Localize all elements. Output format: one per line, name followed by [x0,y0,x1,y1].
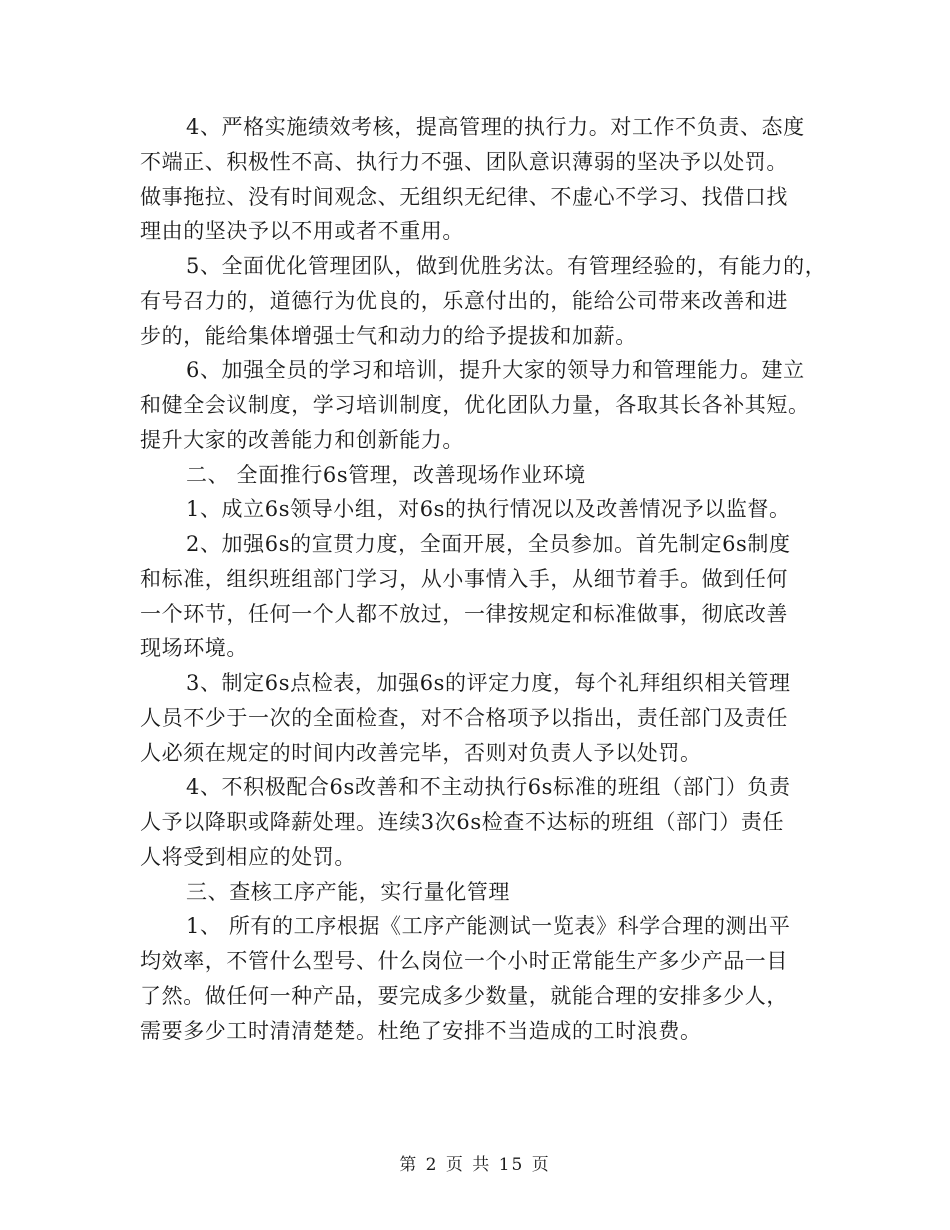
text-line: 4、不积极配合6s改善和不主动执行6s标准的班组（部门）负责 [186,775,791,800]
text-line: 步的，能给集体增强士气和动力的给予提拔和加薪。 [140,323,637,348]
text-line: 1、 所有的工序根据《工序产能测试一览表》科学合理的测出平 [186,914,791,939]
text-line: 三、查核工序产能，实行量化管理 [186,879,510,904]
text-line: 人将受到相应的处罚。 [140,844,356,869]
text-line: 3、制定6s点检表，加强6s的评定力度，每个礼拜组织相关管理 [186,671,791,695]
text-line: 理由的坚决予以不用或者不重用。 [140,219,464,244]
document-body [140,110,830,1048]
text-line: 现场环境。 [140,636,248,661]
text-line: 人必须在规定的时间内改善完毕，否则对负责人予以处罚。 [140,740,702,765]
text-line: 不端正、积极性不高、执行力不强、团队意识薄弱的坚决予以处罚。 [140,149,788,174]
text-line: 了然。做任何一种产品，要完成多少数量，就能合理的安排多少人， [140,983,788,1008]
text-line: 6、加强全员的学习和培训，提升大家的领导力和管理能力。建立 [186,358,805,383]
text-line: 均效率，不管什么型号、什么岗位一个小时正常能生产多少产品一目 [140,949,788,973]
text-line: 4、严格实施绩效考核，提高管理的执行力。对工作不负责、态度 [186,115,805,139]
text-line: 2、加强6s的宣贯力度，全面开展，全员参加。首先制定6s制度 [186,532,791,556]
text-line: 1、成立6s领导小组，对6s的执行情况以及改善情况予以监督。 [186,497,791,522]
page-number-footer: 第 2 页 共 15 页 [399,1155,551,1175]
text-line: 人予以降职或降薪处理。连续3次6s检查不达标的班组（部门）责任 [140,810,785,834]
text-line: 5、全面优化管理团队，做到优胜劣汰。有管理经验的，有能力的， [186,254,827,278]
text-line: 有号召力的，道德行为优良的，乐意付出的，能给公司带来改善和进 [140,288,788,313]
text-line: 和健全会议制度，学习培训制度，优化团队力量，各取其长各补其短。 [140,393,810,417]
text-line: 人员不少于一次的全面检查，对不合格项予以指出，责任部门及责任 [140,705,788,730]
text-line: 和标准，组织班组部门学习，从小事情入手，从细节着手。做到任何 [140,566,788,591]
text-line: 二、 全面推行6s管理，改善现场作业环境 [186,462,586,487]
text-line: 一个环节，任何一个人都不放过，一律按规定和标准做事，彻底改善 [140,601,788,626]
text-line: 需要多少工时清清楚楚。杜绝了安排不当造成的工时浪费。 [140,1018,702,1043]
text-line: 做事拖拉、没有时间观念、无组织无纪律、不虚心不学习、找借口找 [140,184,788,209]
text-line: 提升大家的改善能力和创新能力。 [140,427,464,452]
